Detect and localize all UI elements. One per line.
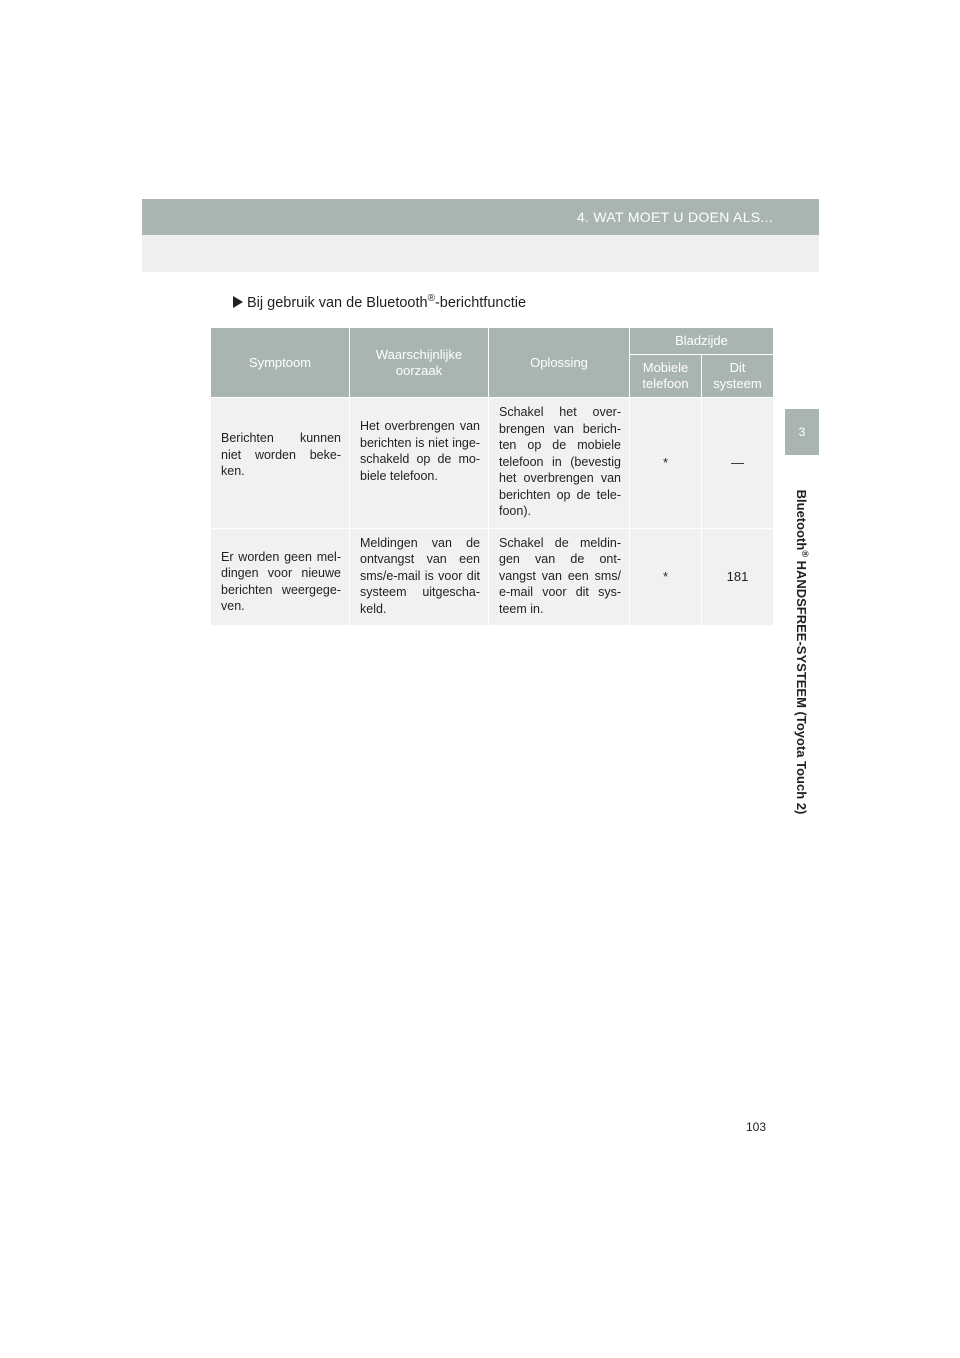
cell-oplossing: Schakel de meldin-gen van de ont-vangst van een sms/ e-mail voor dit sys-teem in.	[489, 528, 630, 626]
cell-oplossing: Schakel het over-brengen van berich-ten op de mobiele telefoon in (bevestig het overbrengen van berichten op de tele-foon).	[489, 398, 630, 529]
troubleshooting-table	[210, 327, 774, 626]
header-bar	[142, 199, 819, 235]
header-oplossing: Oplossing	[489, 328, 630, 398]
chapter-number: 3	[798, 425, 806, 439]
header-sub-bar	[142, 235, 819, 272]
chapter-tab	[785, 409, 819, 455]
cell-symptoom: Berichten kunnen niet worden beke-ken.	[211, 398, 350, 529]
table-row	[211, 528, 774, 626]
cell-dit-systeem: 181	[702, 528, 774, 626]
cell-mobiele-telefoon: *	[630, 528, 702, 626]
cell-symptoom: Er worden geen mel-dingen voor nieuwe berichten weergege-ven.	[211, 528, 350, 626]
header-symptoom: Symptoom	[211, 328, 350, 398]
header-title: 4. WAT MOET U DOEN ALS...	[576, 209, 773, 225]
chapter-side-title: Bluetooth® HANDSFREE-SYSTEEM (Toyota Touch 2)	[793, 489, 811, 815]
header-dit-systeem: Dit systeem	[702, 355, 774, 398]
header-mobiele-telefoon: Mobiele telefoon	[630, 355, 702, 398]
page-number: 103	[746, 1120, 767, 1134]
section-heading: Bij gebruik van de Bluetooth®-berichtfunctie	[233, 293, 526, 311]
header-oorzaak: Waarschijnlijke oorzaak	[350, 328, 489, 398]
cell-mobiele-telefoon: *	[630, 398, 702, 529]
cell-dit-systeem: —	[702, 398, 774, 529]
cell-oorzaak: Het overbrengen van berichten is niet inge-schakeld op de mo-biele telefoon.	[350, 398, 489, 529]
header-bladzijde: Bladzijde	[630, 328, 774, 355]
table-row	[211, 398, 774, 529]
cell-oorzaak: Meldingen van de ontvangst van een sms/e-mail is voor dit systeem uitgescha-keld.	[350, 528, 489, 626]
triangle-bullet-icon	[233, 296, 243, 308]
watermark: carmanualsonline.info	[693, 1337, 842, 1353]
